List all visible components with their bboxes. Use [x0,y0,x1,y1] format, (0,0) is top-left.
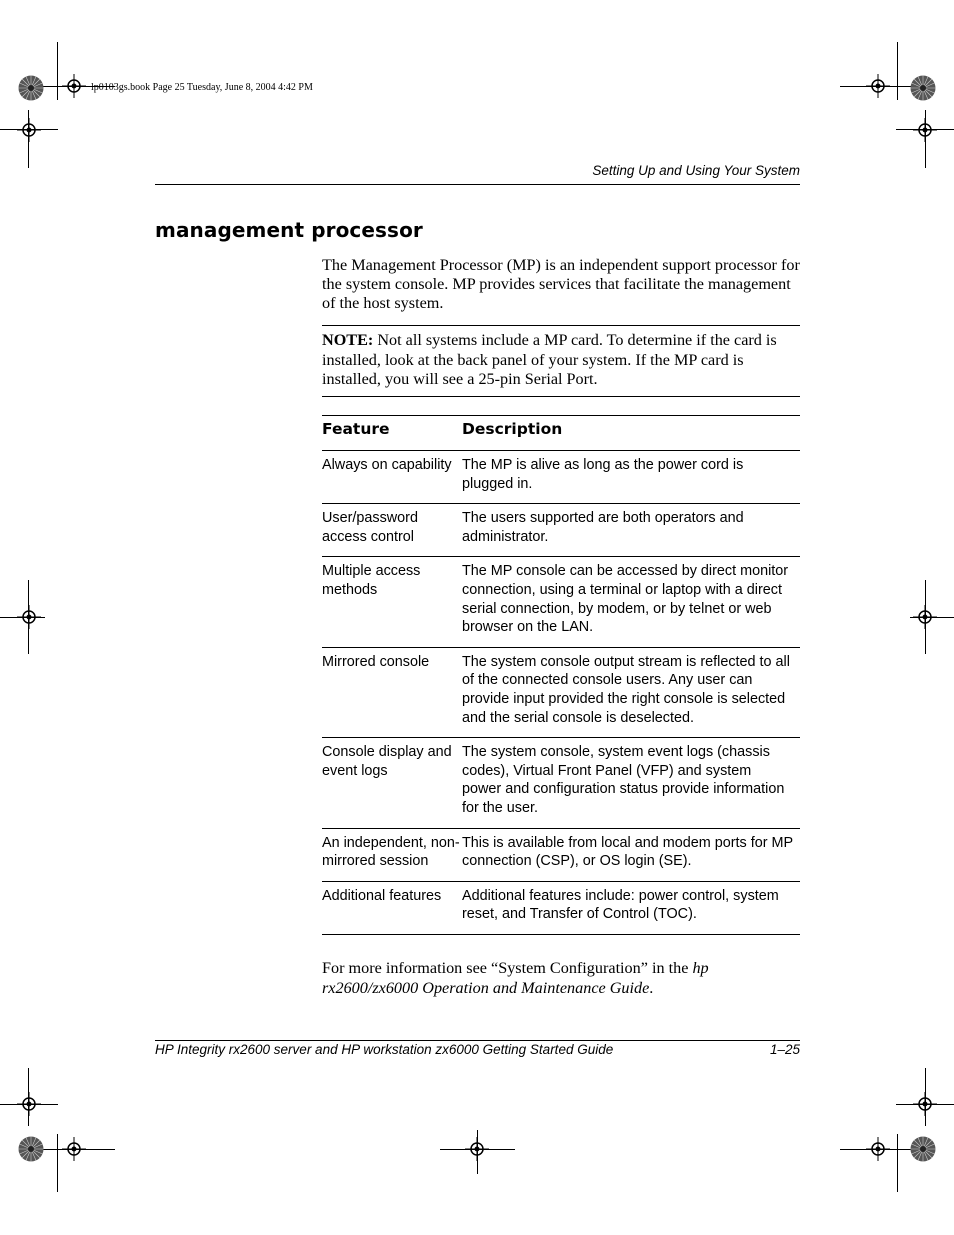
registration-mark-icon [913,605,937,629]
registration-mark-icon [866,74,890,98]
table-row [322,557,800,647]
note-paragraph [322,331,802,390]
note-label: NOTE: [322,331,374,349]
description-cell: The MP is alive as long as the power cord is plugged in. [462,451,800,504]
note-text: Not all systems include a MP card. To determine if the card is installed, look at the back panel of your system. If the MP card is installed, you will see a 25-pin Serial Port. [322,331,777,388]
more-info-paragraph [322,959,802,998]
description-cell: The MP console can be accessed by direct monitor connection, using a terminal or laptop with a direct serial connection, by modem, or by telnet or web browser on the LAN. [462,557,800,647]
registration-mark-icon [913,1092,937,1116]
running-header: Setting Up and Using Your System [592,163,800,178]
starburst-target-icon [18,1136,44,1162]
table-row [322,647,800,737]
starburst-target-icon [18,75,44,101]
header-rule [155,184,800,185]
table-header-description: Description [462,416,800,451]
section-title: management processor [155,218,423,242]
footer-rule [155,1040,800,1041]
registration-mark-icon [17,605,41,629]
table-header-row [322,416,800,451]
footer-title: HP Integrity rx2600 server and HP workstation zx6000 Getting Started Guide [155,1042,614,1057]
table-row [322,504,800,557]
more-info-prefix: For more information see “System Configuration” in the [322,959,693,977]
feature-cell: Multiple access methods [322,557,462,647]
registration-mark-icon [17,118,41,142]
feature-cell: An independent, non-mirrored session [322,828,462,881]
page-number: 1–25 [769,1042,800,1057]
registration-mark-icon [62,74,86,98]
table-header-feature: Feature [322,416,462,451]
note-bottom-rule [322,396,800,397]
feature-cell: User/password access control [322,504,462,557]
feature-cell: Always on capability [322,451,462,504]
feature-cell: Mirrored console [322,647,462,737]
table-row [322,451,800,504]
note-top-rule [322,325,800,326]
table-row [322,738,800,828]
starburst-target-icon [910,75,936,101]
description-cell: The system console, system event logs (chassis codes), Virtual Front Panel (VFP) and system power and configuration status provide information for the user. [462,738,800,828]
table-row [322,828,800,881]
starburst-target-icon [910,1136,936,1162]
feature-cell: Additional features [322,881,462,934]
registration-mark-icon [465,1137,489,1161]
registration-mark-icon [913,118,937,142]
print-file-info: lp0103gs.book Page 25 Tuesday, June 8, 2004 4:42 PM [91,82,313,93]
intro-paragraph: The Management Processor (MP) is an independent support processor for the system console. MP provides services that facilitate the management of the host system. [322,256,800,312]
registration-mark-icon [62,1137,86,1161]
description-cell: This is available from local and modem ports for MP connection (CSP), or OS login (SE). [462,828,800,881]
more-info-suffix: . [649,978,654,997]
registration-mark-icon [17,1092,41,1116]
registration-mark-icon [866,1137,890,1161]
description-cell: The users supported are both operators and administrator. [462,504,800,557]
description-cell: Additional features include: power control, system reset, and Transfer of Control (TOC). [462,881,800,934]
feature-cell: Console display and event logs [322,738,462,828]
description-cell: The system console output stream is reflected to all of the connected console users. Any user can provide input provided the right console is selected and the serial console is deselected. [462,647,800,737]
feature-table [322,415,800,935]
guide-title-reference: hp rx2600/zx6000 Operation and Maintenance Guide [322,959,709,997]
table-row [322,881,800,934]
